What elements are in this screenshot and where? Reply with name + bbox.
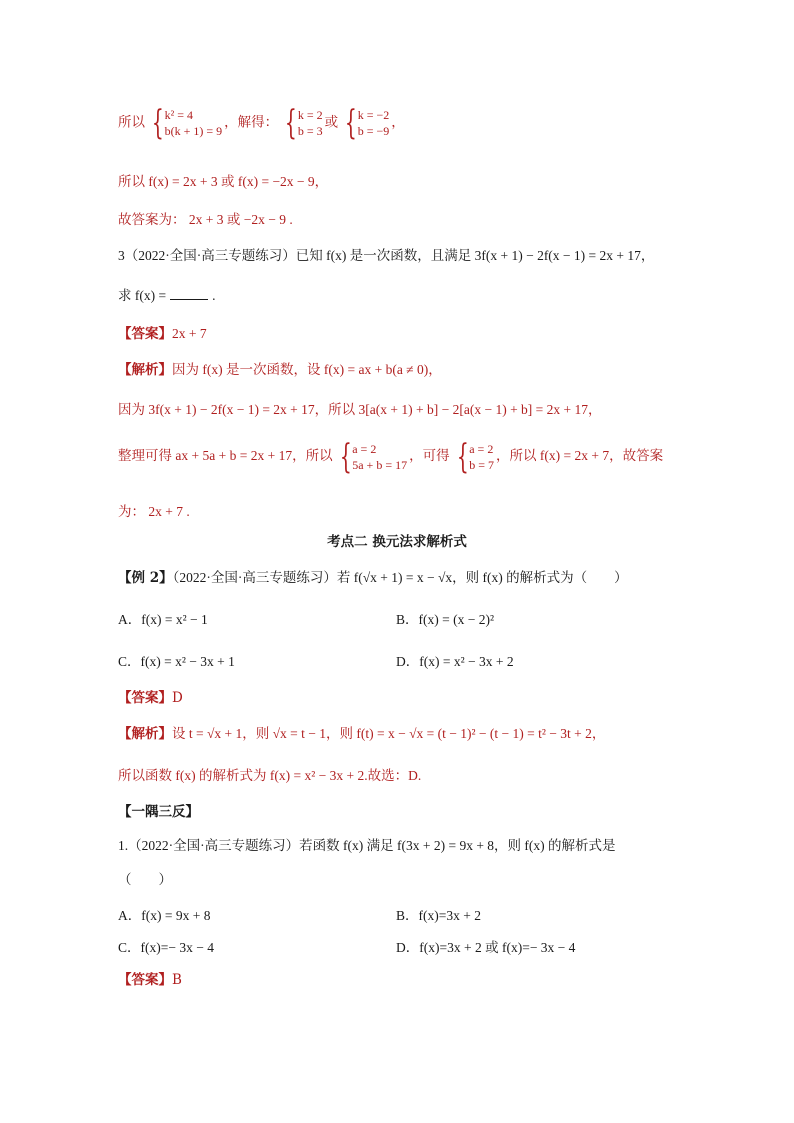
option-c: C．f(x)=− 3x − 4 [118,940,214,955]
text-mid: ，可得 [409,448,450,464]
analysis-3-line-1 [118,358,442,378]
option-d: D．f(x)=3x + 2 或 f(x)=− 3x − 4 [396,940,576,955]
analysis-label: 【解析】 [118,362,172,378]
answer-practice-1 [118,968,182,988]
eq-row: k = −2 [357,108,390,122]
eq-row: b = 3 [297,124,323,138]
eq-row: a = 2 [469,442,494,456]
option-b: B．f(x)=3x + 2 [396,908,481,923]
analysis-example-2-line-1 [118,722,605,742]
equation-system-5: { a = 2 b = 7 [456,437,495,477]
option-c: C．f(x) = x² − 3x + 1 [118,654,235,669]
text-prefix: 所以 [118,114,145,131]
analysis-3-line-3 [118,437,664,477]
answer-value: 2x + 7 [172,326,207,341]
practice-1-line-2: （ ） [118,872,172,887]
equation-system-3: { k = −2 b = −9 [344,103,390,143]
question-3-line-1: 3（2022·全国·高三专题练习）已知 f(x) 是一次函数，且满足 3f(x + 1) − 2f(x − 1) = 2x + 17， [118,248,655,263]
question-3-suffix: . [212,288,216,303]
analysis-example-2-line-2: 所以函数 f(x) 的解析式为 f(x) = x² − 3x + 2.故选：D. [118,768,422,783]
practice-heading: 【一隅三反】 [118,804,199,820]
answer-value: D [172,690,183,706]
practice-1-line-1: 1.（2022·全国·高三专题练习）若函数 f(x) 满足 f(3x + 2) = 9x + 8，则 f(x) 的解析式是 [118,838,616,853]
option-d: D．f(x) = x² − 3x + 2 [396,654,514,669]
eq-row: k = 2 [297,108,323,122]
eq-row: b(k + 1) = 9 [164,124,223,138]
eq-row: k² = 4 [164,108,194,122]
answer-3 [118,322,207,342]
text-pre: 整理可得 ax + 5a + b = 2x + 17，所以 [118,448,333,464]
text-post: ，所以 f(x) = 2x + 7，故答案 [496,448,664,464]
answer-label: 【答案】 [118,972,172,988]
text-or: 或 [324,114,339,131]
answer-label: 【答案】 [118,326,172,342]
analysis-text: 因为 f(x) 是一次函数，设 f(x) = ax + b(a ≠ 0)， [172,362,442,377]
example-text: （2022·全国·高三专题练习）若 f(√x + 1) = x − √x，则 f(x) 的解析式为（ ） [172,570,628,585]
answer-example-2 [118,686,183,706]
option-a: A．f(x) = x² − 1 [118,612,208,627]
eq-row: b = −9 [357,124,390,138]
analysis-3-line-4: 为： 2x + 7 . [118,504,190,519]
solution-line-1 [118,103,405,143]
example-2 [118,566,628,586]
equation-system-2: { k = 2 b = 3 [285,103,323,143]
question-3-prefix: 求 f(x) = [118,288,167,303]
option-a: A．f(x) = 9x + 8 [118,908,211,923]
section-title: 考点二 换元法求解析式 [327,534,467,550]
analysis-text: 设 t = √x + 1，则 √x = t − 1，则 f(t) = x − √x = (t − 1)² − (t − 1) = t² − 3t + 2， [172,726,606,741]
analysis-label: 【解析】 [118,726,172,742]
answer-blank [170,287,208,300]
example-label: 【例 2】 [118,570,173,586]
text-end: ， [391,114,405,131]
solution-line-3: 故答案为： 2x + 3 或 −2x − 9 . [118,212,293,227]
answer-label: 【答案】 [118,690,172,706]
solution-line-2: 所以 f(x) = 2x + 3 或 f(x) = −2x − 9， [118,174,329,189]
eq-row: b = 7 [469,458,495,472]
text-mid: ，解得： [224,114,279,131]
equation-system-4: { a = 2 5a + b = 17 [339,437,408,477]
eq-row: 5a + b = 17 [352,458,408,472]
eq-row: a = 2 [352,442,377,456]
analysis-3-line-2: 因为 3f(x + 1) − 2f(x − 1) = 2x + 17，所以 3[a(x + 1) + b] − 2[a(x − 1) + b] = 2x + 17， [118,402,602,417]
equation-system-1: { k² = 4 b(k + 1) = 9 [151,103,223,143]
question-3-line-2 [118,284,215,304]
option-b: B．f(x) = (x − 2)² [396,612,495,627]
answer-value: B [172,972,182,988]
